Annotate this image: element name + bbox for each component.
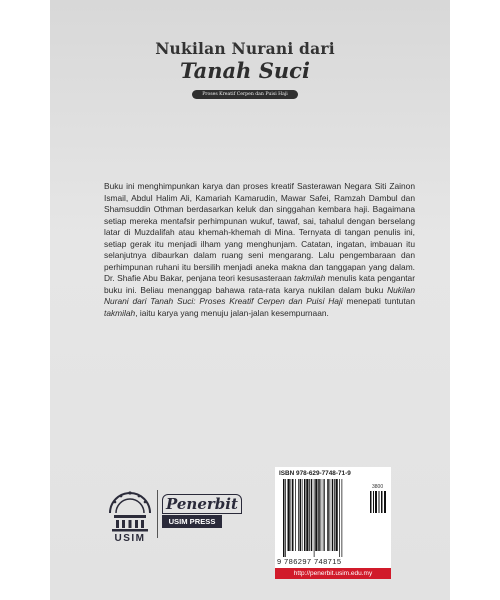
blurb-text-4: , iaitu karya yang menuju jalan-jalan kesempurnaan.: [135, 307, 329, 318]
barcode-bar: [327, 479, 329, 551]
back-cover-blurb: [104, 181, 415, 319]
penerbit-wordmark: Penerbit: [162, 494, 242, 514]
blurb-term-takmilah: takmilah: [294, 273, 326, 283]
book-subtitle: Proses Kreatif Cerpen dan Puisi Haji: [192, 90, 298, 99]
blurb-term-takmilah-2: takmilah: [104, 307, 136, 318]
price-code: 3800: [372, 484, 384, 490]
book-title-block: [150, 40, 340, 100]
logo-divider: [157, 490, 158, 538]
barcode-bar: [311, 479, 313, 551]
barcode-bar: [285, 479, 286, 557]
barcode-bar: [283, 479, 285, 557]
barcode-bar: [339, 479, 340, 557]
barcode-bar: [302, 479, 303, 551]
barcode-bar: [314, 479, 315, 557]
blurb-text-2: menulis kata pengantar buku ini. Beliau menanggap bahawa rata-rata karya nukilan dalam buku: [104, 273, 415, 295]
barcode-bar: [321, 479, 322, 551]
barcode-bar: [342, 479, 343, 557]
barcode-bar: [332, 479, 334, 551]
blurb-text-1: Buku ini menghimpunkan karya dan proses kreatif Sasterawan Negara Siti Zainon Ismail, Abdul Halim Ali, Kamariah Kamarudin, Mawar Safei, Ramzah Dambul dan Shamsuddin Othman berdasarkan keluk dan singgahan kembara haji. Bagaimana setiap mereka mentafsir perhimpunan wukuf, tawaf, sai, tahalul dengan berselang latar di Muzdalifah atau khemah-khemah di Mina. Ternyata di tangan penulis ini, setiap gerak itu menjadi ilham yang menghunjam. Catatan, ingatan, imbauan itu selanjutnya dibaurkan dalam ruang seni mengarang. Lalu pengembaraan dan perhimpunan ruhani itu bersilih menjadi aneka makna dan tanggapan yang dalam. Dr. Shafie Abu Bakar, penjana teori kesusasteraan: [104, 181, 415, 283]
barcode-bar: [323, 479, 324, 551]
barcode-bar: [324, 479, 325, 551]
isbn-number: ISBN 978-629-7748-71-9: [279, 470, 351, 477]
barcode-bar: [306, 479, 308, 551]
usim-wordmark: USIM: [114, 533, 146, 544]
publisher-url[interactable]: http://penerbit.usim.edu.my: [275, 568, 391, 579]
barcode-bar: [318, 479, 320, 551]
blurb-paragraph: [104, 181, 415, 319]
penerbit-logo: [162, 494, 238, 528]
barcode-bar: [330, 479, 331, 551]
barcode-bar: [334, 479, 335, 551]
barcode-bar: [288, 479, 290, 551]
barcode-bar: [315, 479, 317, 551]
barcode-bar: [295, 479, 296, 551]
barcode-bar: [291, 479, 292, 551]
usim-emblem-icon: [104, 483, 156, 533]
book-title-line2: Tanah Suci: [180, 58, 310, 83]
barcode-bar: [309, 479, 310, 551]
usim-logo: [104, 483, 156, 545]
barcode-bar: [336, 479, 338, 551]
barcode-bar: [292, 479, 294, 551]
barcode-digits: 9 786297 748715: [277, 557, 342, 566]
barcode-bar: [300, 479, 302, 551]
blurb-book-title: Nukilan Nurani dari Tanah Suci: Proses Kreatif Cerpen dan Puisi Haji: [104, 284, 415, 306]
book-title-line1: Nukilan Nurani dari: [155, 39, 335, 58]
barcode-bar: [304, 479, 306, 551]
ean-barcode-icon: [281, 479, 367, 557]
isbn-block: [275, 467, 391, 577]
barcode-bar: [298, 479, 299, 551]
blurb-text-3: menepati tuntutan: [342, 296, 415, 306]
usim-press-label: USIM PRESS: [162, 515, 222, 528]
addon-barcode-icon: [370, 491, 386, 513]
